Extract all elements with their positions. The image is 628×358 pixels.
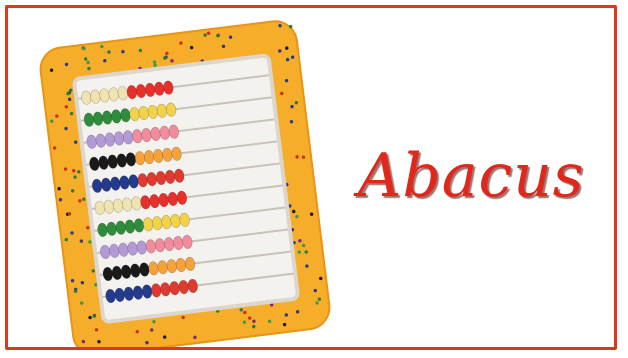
slide-card — [5, 5, 617, 350]
slide-title: Abacus — [358, 141, 585, 211]
frame-dot — [99, 347, 103, 350]
